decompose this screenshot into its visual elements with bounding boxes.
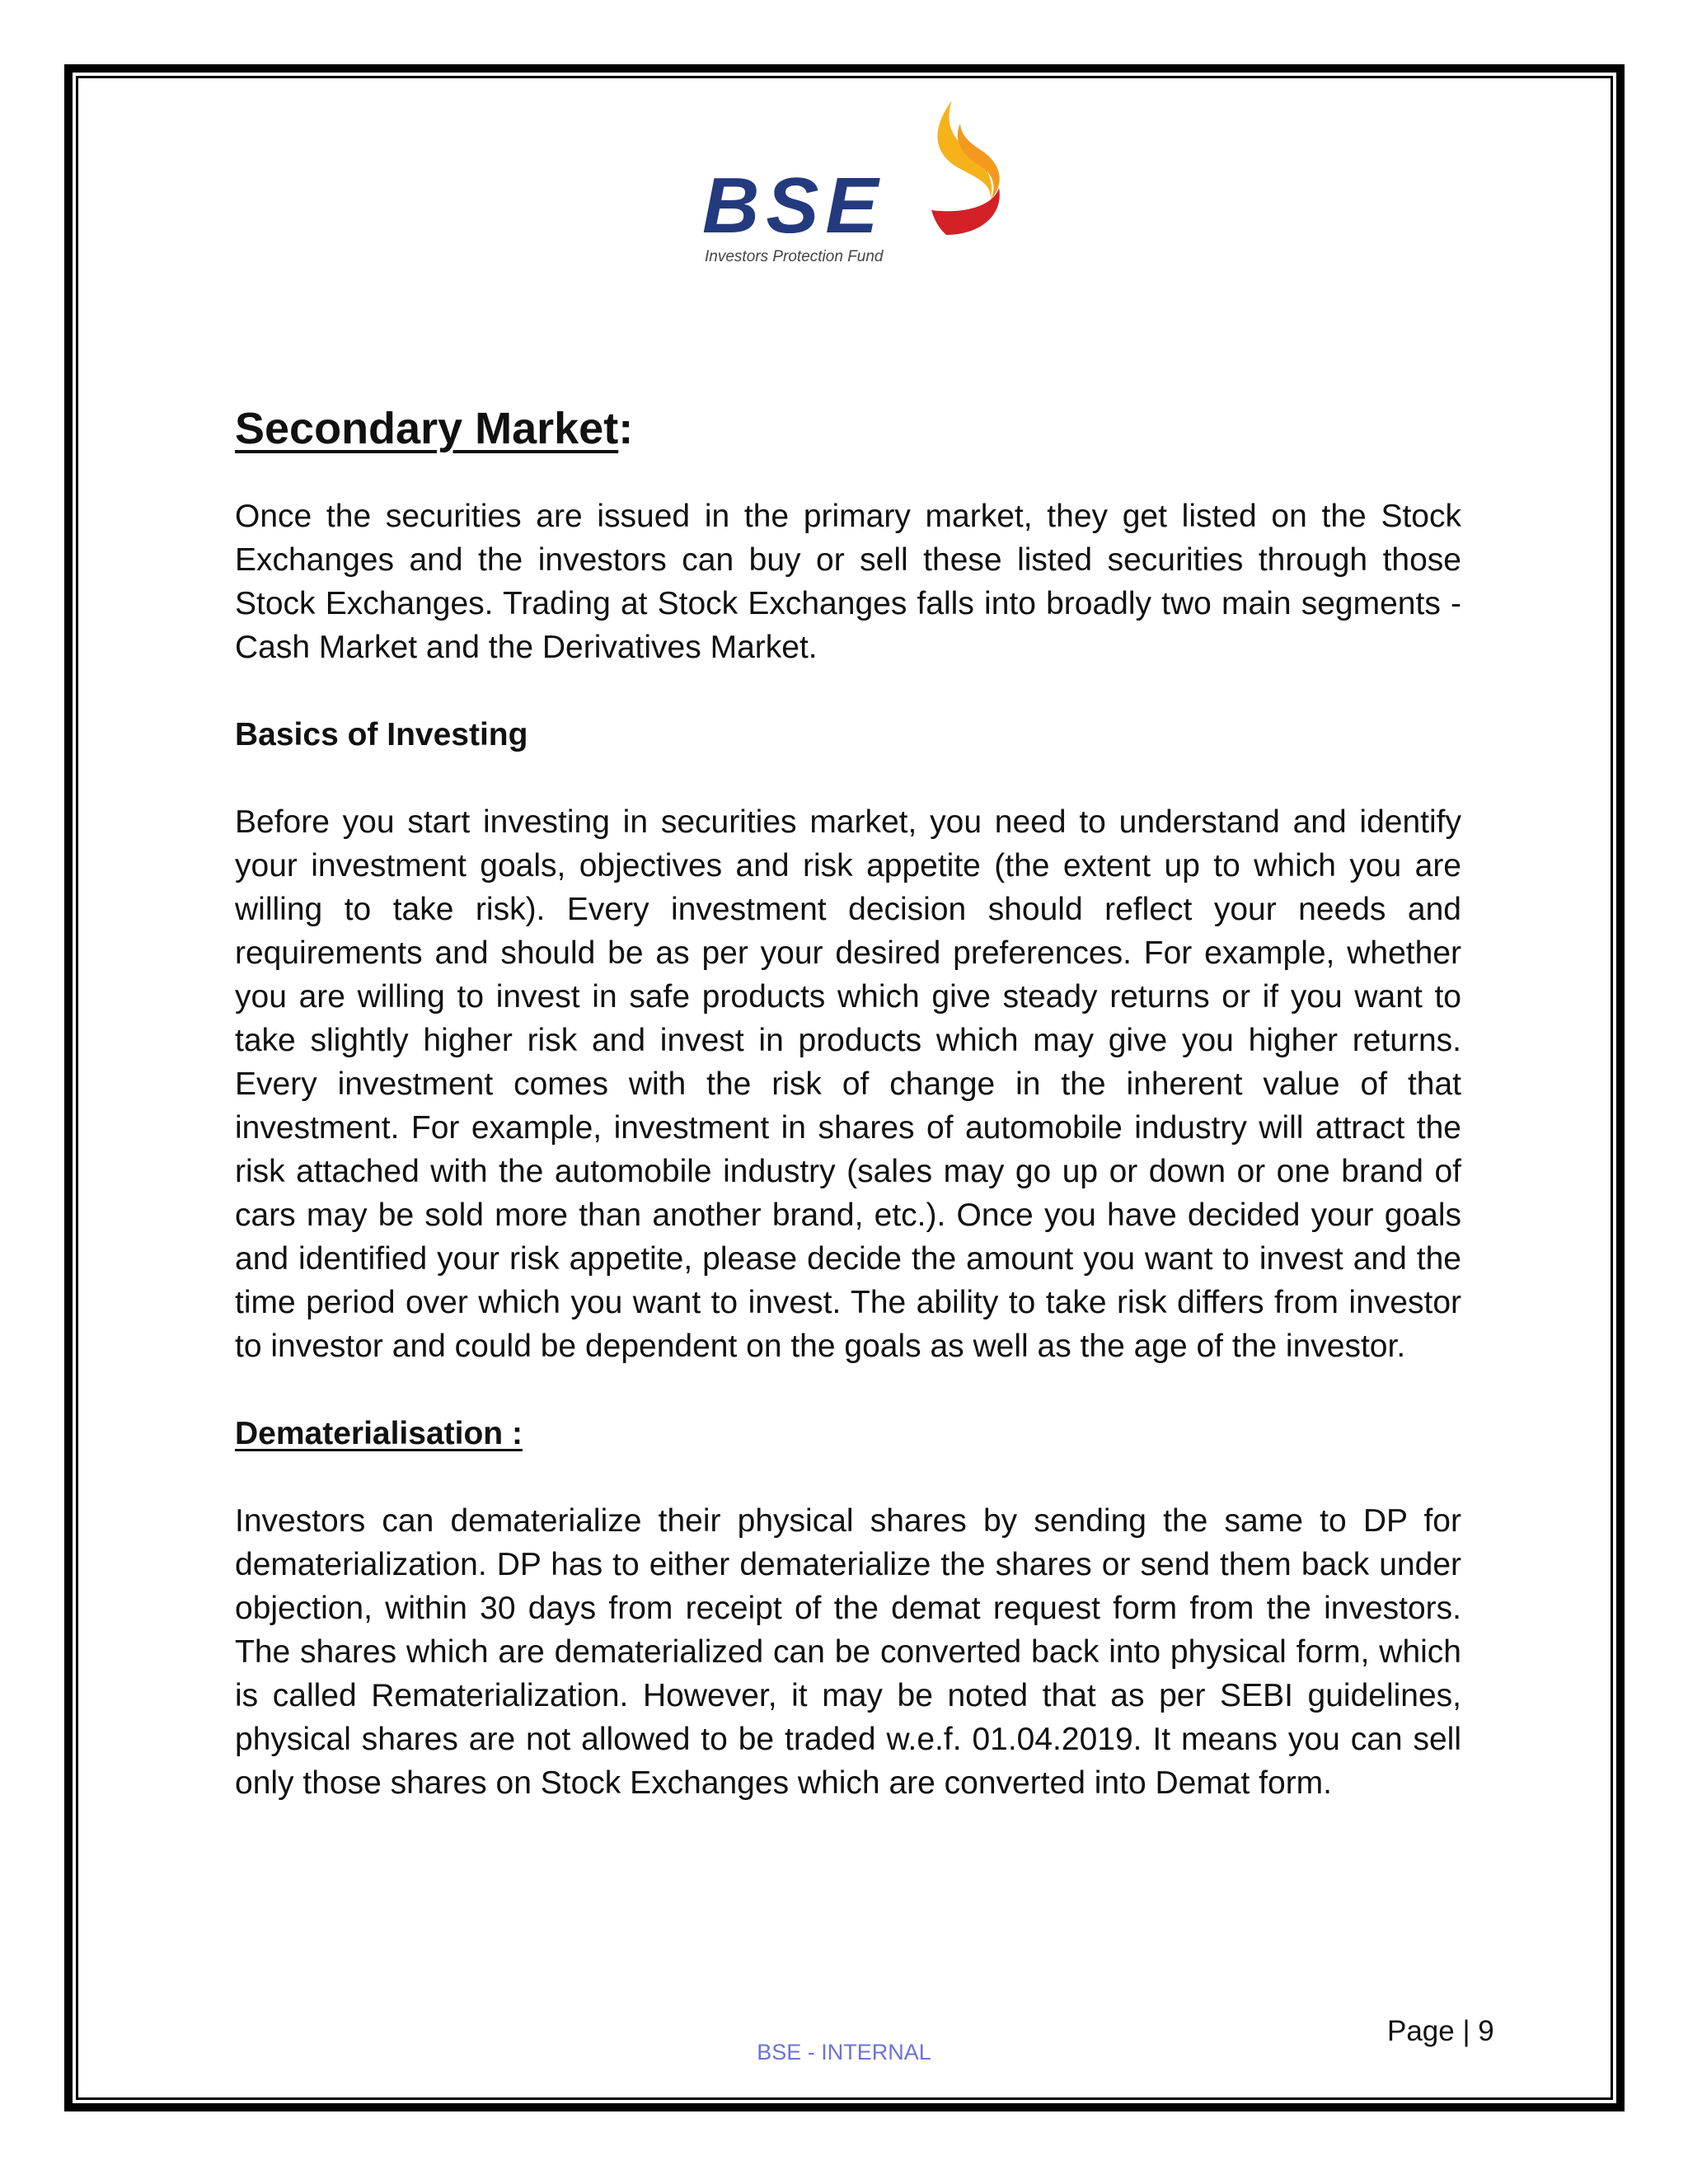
flame-red-icon [931,188,1000,235]
basics-paragraph: Before you start investing in securities market, you need to understand and identify your investment goals, objectives and risk appetite (the extent up to which you are willing to take risk). Every investment decision should reflect your needs and requirements and should be as per your desired preferences. For example, whether you are willing to invest in safe products which give steady returns or if you want to take slightly higher risk and invest in products which may give you higher returns. Every investment comes with the risk of change in the inherent value of that investment. For example, investment in shares of automobile industry will attract the risk attached with the automobile industry (sales may go up or down or one brand of cars may be sold more than another brand, etc.). Once you have decided your goals and identified your risk appetite, please decide the amount you want to invest and the time period over which you want to invest. The ability to take risk differs from investor to investor and could be dependent on the goals as well as the age of the investor. [235,804,1461,1364]
classification-label: BSE - INTERNAL [757,2040,931,2064]
page-number: Page | 9 [1387,2015,1494,2047]
demat-paragraph: Investors can dematerialize their physical shares by sending the same to DP for dematerialization. DP has to either dematerialize the shares or send them back under objection, within 30 days from receipt of the demat request form from the investors. The shares which are dematerialized can be converted back into physical form, which is called Rematerialization. However, it may be noted that as per SEBI guidelines, physical shares are not allowed to be traded w.e.f. 01.04.2019. It means you can sell only those shares on Stock Exchanges which are converted into Demat form. [235,1503,1461,1801]
logo-tagline: Investors Protection Fund [705,248,884,265]
bse-logo [684,91,1047,280]
page-title-text: Secondary Market [235,404,619,453]
page-title-colon: : [618,404,634,453]
page-title [235,396,1461,462]
secondary-market-paragraph: Once the securities are issued in the primary market, they get listed on the Stock Exchanges and the investors can buy or sell these listed securities through those Stock Exchanges. Trading at Stock Exchanges falls into broadly two main segments - Cash Market and the Derivatives Market. [235,499,1461,665]
main-content [235,396,1461,1805]
demat-heading: Dematerialisation : [235,1416,523,1451]
logo-brand-text: BSE [702,162,885,250]
basics-heading: Basics of Investing [235,717,528,752]
